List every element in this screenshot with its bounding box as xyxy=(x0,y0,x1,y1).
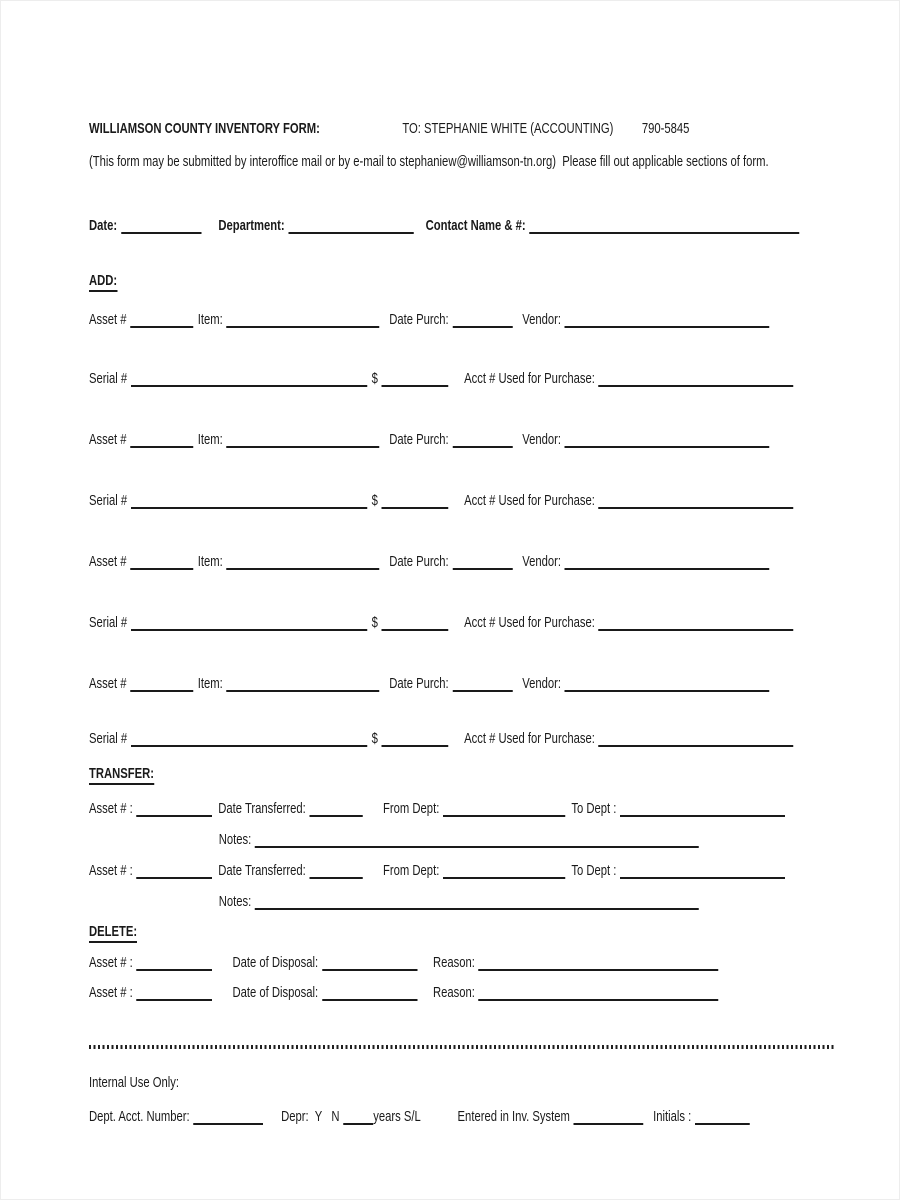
delete-section-heading: DELETE: xyxy=(89,923,137,943)
date-of-disposal-label: Date of Disposal: xyxy=(232,984,319,1001)
item-blank xyxy=(227,673,380,692)
vendor-label: Vendor: xyxy=(522,675,561,692)
asset-number-blank xyxy=(130,673,193,692)
internal-use-heading: Internal Use Only: xyxy=(89,1074,180,1091)
item-label: Item: xyxy=(197,431,223,448)
date-purch-blank xyxy=(452,673,512,692)
notes-blank xyxy=(255,829,699,848)
form-header-row xyxy=(89,116,839,137)
delete-row xyxy=(89,980,839,1001)
dollar-label: $ xyxy=(371,492,378,509)
asset-number-blank xyxy=(130,551,193,570)
notes-blank xyxy=(255,891,699,910)
to-dept-blank xyxy=(620,798,785,817)
reason-label: Reason: xyxy=(432,984,475,1001)
from-dept-label: From Dept: xyxy=(383,800,440,817)
date-purch-blank xyxy=(452,429,512,448)
dollar-label: $ xyxy=(371,730,378,747)
date-purch-blank xyxy=(452,551,512,570)
notes-label: Notes: xyxy=(218,831,252,848)
reason-label: Reason: xyxy=(432,954,475,971)
depr-label: Depr: Y N xyxy=(281,1108,340,1125)
date-label: Date: xyxy=(89,217,118,234)
to-dept-label: To Dept : xyxy=(571,862,617,879)
acct-number-label: Acct # Used for Purchase: xyxy=(464,614,595,631)
date-transferred-label: Date Transferred: xyxy=(218,800,306,817)
department-label: Department: xyxy=(218,217,285,234)
date-of-disposal-blank xyxy=(322,952,417,971)
item-blank xyxy=(227,551,380,570)
vendor-blank xyxy=(565,429,770,448)
dept-acct-number-blank xyxy=(193,1106,263,1125)
transfer-notes-row xyxy=(89,827,839,848)
to-dept-blank xyxy=(620,860,785,879)
acct-number-label: Acct # Used for Purchase: xyxy=(464,370,595,387)
transfer-section-heading: TRANSFER: xyxy=(89,765,154,785)
serial-number-label: Serial # xyxy=(89,370,128,387)
item-label: Item: xyxy=(197,553,223,570)
instructions-row xyxy=(89,149,839,170)
date-of-disposal-blank xyxy=(322,982,417,1001)
acct-number-label: Acct # Used for Purchase: xyxy=(464,492,595,509)
add-serial-row xyxy=(89,726,839,747)
dollar-label: $ xyxy=(371,614,378,631)
date-transferred-label: Date Transferred: xyxy=(218,862,306,879)
reason-blank xyxy=(479,952,719,971)
date-transferred-blank xyxy=(310,860,363,879)
reason-blank xyxy=(479,982,719,1001)
transfer-asset-blank xyxy=(137,860,213,879)
transfer-asset-label: Asset # : xyxy=(89,800,133,817)
acct-number-label: Acct # Used for Purchase: xyxy=(464,730,595,747)
vendor-label: Vendor: xyxy=(522,431,561,448)
item-label: Item: xyxy=(197,311,223,328)
recipient-text: TO: STEPHANIE WHITE (ACCOUNTING) xyxy=(402,120,614,137)
form-title: WILLIAMSON COUNTY INVENTORY FORM: xyxy=(89,120,320,137)
serial-number-label: Serial # xyxy=(89,492,128,509)
acct-number-blank xyxy=(599,368,794,387)
form-content xyxy=(89,116,839,1125)
entered-inv-label: Entered in Inv. System xyxy=(457,1108,570,1125)
date-purch-label: Date Purch: xyxy=(389,553,449,570)
serial-number-blank xyxy=(131,490,367,509)
asset-number-label: Asset # xyxy=(89,553,127,570)
vendor-label: Vendor: xyxy=(522,553,561,570)
asset-number-label: Asset # xyxy=(89,431,127,448)
from-dept-blank xyxy=(443,860,565,879)
entered-inv-blank xyxy=(574,1106,644,1125)
department-blank xyxy=(288,215,413,234)
internal-use-heading-row xyxy=(89,1070,839,1091)
info-row xyxy=(89,213,839,234)
dollar-label: $ xyxy=(371,370,378,387)
add-asset-row xyxy=(89,549,839,570)
date-transferred-blank xyxy=(310,798,363,817)
from-dept-blank xyxy=(443,798,565,817)
notes-label: Notes: xyxy=(218,893,252,910)
vendor-blank xyxy=(565,673,770,692)
add-serial-row xyxy=(89,488,839,509)
acct-number-blank xyxy=(599,612,794,631)
item-blank xyxy=(227,309,380,328)
acct-number-blank xyxy=(599,728,794,747)
vendor-label: Vendor: xyxy=(522,311,561,328)
date-purch-blank xyxy=(452,309,512,328)
vendor-blank xyxy=(565,309,770,328)
delete-asset-label: Asset # : xyxy=(89,984,133,1001)
item-blank xyxy=(227,429,380,448)
initials-blank xyxy=(695,1106,750,1125)
add-serial-row xyxy=(89,366,839,387)
serial-number-label: Serial # xyxy=(89,614,128,631)
date-purch-label: Date Purch: xyxy=(389,311,449,328)
separator-dotted-line xyxy=(89,1045,834,1049)
date-purch-label: Date Purch: xyxy=(389,431,449,448)
delete-row xyxy=(89,950,839,971)
transfer-row xyxy=(89,858,839,879)
add-asset-row xyxy=(89,307,839,328)
serial-number-blank xyxy=(131,612,367,631)
asset-number-label: Asset # xyxy=(89,311,127,328)
asset-number-label: Asset # xyxy=(89,675,127,692)
add-serial-row xyxy=(89,610,839,631)
add-section-heading: ADD: xyxy=(89,272,117,292)
asset-number-blank xyxy=(130,309,193,328)
add-asset-row xyxy=(89,671,839,692)
amount-blank xyxy=(382,490,449,509)
instructions-text: (This form may be submitted by interoffice mail or by e-mail to stephaniew@williamson-tn.org) Please fill out applicable sections of form. xyxy=(89,153,769,170)
asset-number-blank xyxy=(130,429,193,448)
phone-number: 790-5845 xyxy=(641,120,690,137)
delete-asset-blank xyxy=(137,952,213,971)
transfer-asset-label: Asset # : xyxy=(89,862,133,879)
acct-number-blank xyxy=(599,490,794,509)
depr-years-blank xyxy=(343,1106,373,1125)
contact-blank xyxy=(529,215,799,234)
transfer-notes-row xyxy=(89,889,839,910)
from-dept-label: From Dept: xyxy=(383,862,440,879)
contact-label: Contact Name & #: xyxy=(425,217,526,234)
date-blank xyxy=(121,215,201,234)
item-label: Item: xyxy=(197,675,223,692)
initials-label: Initials : xyxy=(653,1108,692,1125)
transfer-row xyxy=(89,796,839,817)
transfer-asset-blank xyxy=(137,798,213,817)
date-purch-label: Date Purch: xyxy=(389,675,449,692)
internal-use-row xyxy=(89,1104,839,1125)
add-section xyxy=(89,272,839,293)
amount-blank xyxy=(382,728,449,747)
dept-acct-number-label: Dept. Acct. Number: xyxy=(89,1108,190,1125)
delete-asset-blank xyxy=(137,982,213,1001)
serial-number-blank xyxy=(131,368,367,387)
delete-asset-label: Asset # : xyxy=(89,954,133,971)
amount-blank xyxy=(382,368,449,387)
delete-section xyxy=(89,923,839,944)
amount-blank xyxy=(382,612,449,631)
date-of-disposal-label: Date of Disposal: xyxy=(232,954,319,971)
serial-number-blank xyxy=(131,728,367,747)
vendor-blank xyxy=(565,551,770,570)
transfer-section xyxy=(89,765,839,786)
to-dept-label: To Dept : xyxy=(571,800,617,817)
years-sl-label: years S/L xyxy=(373,1108,421,1125)
serial-number-label: Serial # xyxy=(89,730,128,747)
add-asset-row xyxy=(89,427,839,448)
